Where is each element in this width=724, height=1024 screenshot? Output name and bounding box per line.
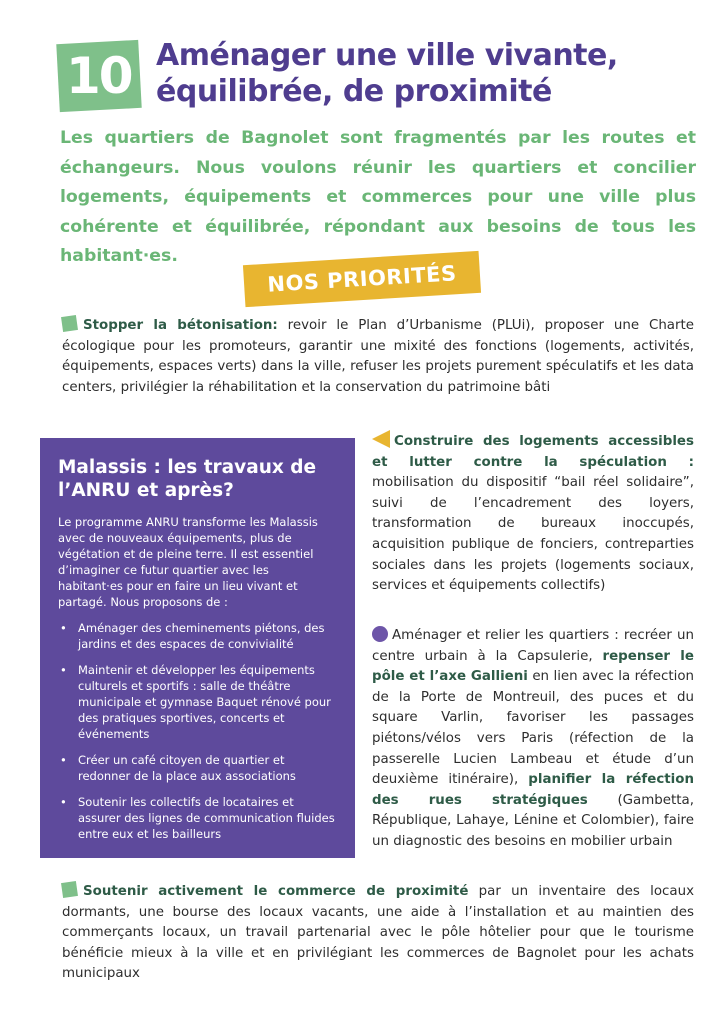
priority-3-part-1: Aménager et relier les quartiers : recréer un centre urbain à la Capsulerie,	[372, 628, 694, 664]
malassis-sidebar-box	[40, 438, 355, 858]
sidebar-paragraph: Le programme ANRU transforme les Malassis avec de nouveaux équipements, plus de végétation et de pleine terre. Il est essentiel d’imaginer ce futur quartier avec les habitant·es pour en faire un lieu vivant et partagé. Nous proposons de :	[58, 515, 318, 609]
sidebar-list	[58, 620, 337, 842]
sidebar-list-item: • Soutenir les collectifs de locataires et assurer des lignes de communication fluides entre eux et les bailleurs	[58, 794, 337, 842]
priority-3-part-2: en lien avec la réfection de la Porte de Montreuil, des puces et du square Varlin, favoriser les passages piétons/vélos vers Paris (réfection de la passerelle Lucien Lambeau et étude d’un deuxième itinéraire),	[372, 669, 695, 788]
priority-stop-concrete	[62, 316, 694, 398]
page-title-line-2: équilibrée, de proximité	[156, 74, 552, 109]
priority-1-lead: Stopper la bétonisation:	[83, 318, 278, 333]
sidebar-title: Malassis : les travaux de l’ANRU et après?	[58, 457, 317, 501]
intro-text: Les quartiers de Bagnolet sont fragmentés par les routes et échangeurs. Nous voulons réunir les quartiers et concilier logements, équipements et commerces pour une ville plus cohérente et équilibrée, répondant aux besoins de tous les habitant·es.	[60, 128, 696, 266]
sidebar-list-item: • Aménager des cheminements piétons, des jardins et des espaces de convivialité	[58, 620, 337, 652]
green-square-bullet-icon	[61, 315, 78, 332]
priority-2-text: mobilisation du dispositif “bail réel solidaire”, suivi de l’encadrement des loyers, transformation de bureaux inoccupés, acquisition publique de fonciers, contreparties sociales dans les projets (logements sociaux, services et équipements collectifs)	[372, 475, 694, 594]
priority-1-text: revoir le Plan d’Urbanisme (PLUi), proposer une Charte écologique pour les promoteurs, garantir une mixité des fonctions (logements, activités, équipements, espaces verts) dans la ville, refuser les projets purement spéculatifs et les data centers, privilégier la réhabilitation et la conservation du patrimoine bâti	[62, 318, 695, 395]
priority-3-part-3: (Gambetta, République, Lahaye, Lénine et Colombier), faire un diagnostic des besoins en mobilier urbain	[372, 792, 695, 849]
sidebar-list-item: • Maintenir et développer les équipements culturels et sportifs : salle de théâtre municipale et gymnase Baquet rénové pour des pratiques sportives, concerts et événements	[58, 662, 337, 742]
page-title	[156, 38, 716, 110]
priority-local-commerce	[62, 882, 694, 985]
priority-4-lead: Soutenir activement le commerce de proximité	[83, 884, 469, 899]
priority-housing	[372, 430, 694, 597]
priority-3-bold-2: planifier la réfection des rues stratégiques	[372, 772, 694, 808]
priorities-label: NOS PRIORITÉS	[266, 261, 458, 297]
priority-neighborhoods	[372, 626, 694, 853]
priority-3-bold-1: repenser le pôle et l’axe Gallieni	[372, 648, 694, 685]
purple-circle-bullet-icon	[372, 626, 388, 642]
page-title-line-1: Aménager une ville vivante,	[156, 38, 618, 73]
priority-2-lead: Construire des logements accessibles et lutter contre la spéculation :	[372, 434, 694, 470]
section-number: 10	[66, 47, 132, 105]
priority-4-text: par un inventaire des locaux dormants, une bourse des locaux vacants, une aide à l’installation et au maintien des commerçants locaux, un travail partenarial avec le pôle hôtelier pour que le tourisme bénéficie mieux à la ville et en privilégiant les commerces de Bagnolet pour les achats municipaux	[62, 884, 694, 982]
sidebar-list-item: • Créer un café citoyen de quartier et redonner de la place aux associations	[58, 752, 337, 784]
yellow-triangle-bullet-icon	[372, 430, 390, 448]
green-square-bullet-icon	[61, 881, 78, 898]
section-number-badge	[56, 40, 141, 112]
